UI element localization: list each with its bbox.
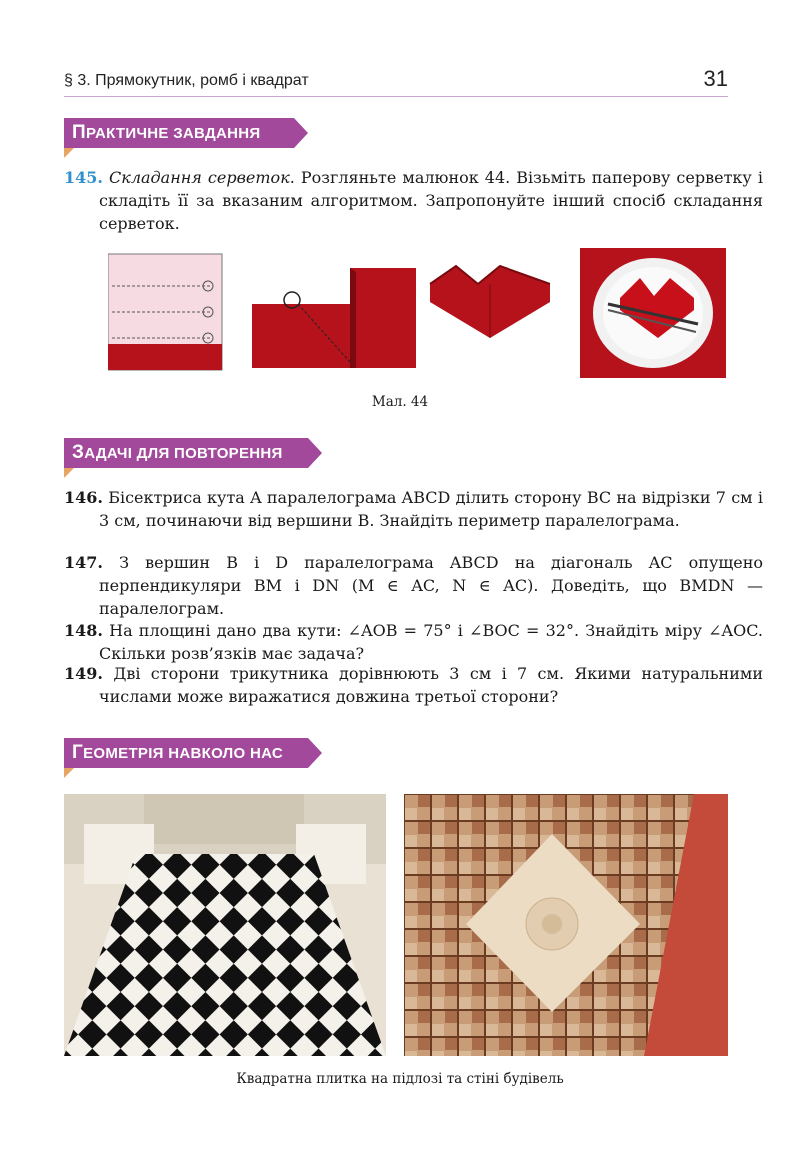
banner-cap-letter: З — [72, 442, 85, 463]
task-text: Бісектриса кута A паралелограма ABCD ділить сторону BC на відрізки 7 см і 3 см, починаючи від вершини B. Знайдіть периметр паралелограма. — [99, 488, 763, 530]
napkin-folding-figure — [108, 246, 728, 382]
task-145 — [64, 166, 763, 235]
practical-task-banner — [64, 118, 294, 148]
napkin-plated-photo — [580, 248, 726, 378]
task-146 — [64, 486, 763, 532]
page-header — [64, 68, 728, 96]
task-number: 146. — [64, 488, 103, 507]
banner-text: ЕОМЕТРІЯ НАВКОЛО НАС — [83, 745, 283, 762]
banner-cap-letter: Г — [72, 742, 84, 763]
header-rule — [64, 96, 728, 97]
photos-caption: Квадратна плитка на підлозі та стіні будівель — [236, 1071, 564, 1087]
page-number: 31 — [703, 66, 728, 91]
review-tasks-banner — [64, 438, 308, 468]
banner-text: АДАЧІ ДЛЯ ПОВТОРЕННЯ — [84, 445, 283, 462]
task-147 — [64, 551, 763, 620]
task-149 — [64, 662, 763, 708]
napkin-step-3 — [430, 266, 550, 338]
task-number: 149. — [64, 664, 103, 683]
wall-tiles-photo — [404, 794, 728, 1056]
task-text: Дві сторони трикутника дорівнюють 3 см і 7 см. Якими натуральними числами може виражатися довжина третьої сторони? — [99, 664, 763, 706]
figure-caption: Мал. 44 — [371, 394, 429, 410]
section-title: § 3. Прямокутник, ромб і квадрат — [64, 72, 309, 89]
checkerboard-floor-photo — [64, 794, 386, 1056]
napkin-step-1 — [108, 254, 222, 370]
task-text: . Розгляньте малюнок 44. Візьміть паперову серветку і складіть її за вказаним алгоритмом. Запропонуйте інший спосіб складання серветок. — [99, 168, 763, 233]
napkin-step-2 — [252, 268, 416, 368]
banner-cap-letter: П — [72, 122, 86, 143]
task-148 — [64, 619, 763, 665]
geometry-around-banner — [64, 738, 308, 768]
task-title: Складання серветок — [109, 168, 290, 187]
task-number: 147. — [64, 553, 103, 572]
task-text: З вершин B і D паралелограма ABCD на діагональ AC опущено перпендикуляри BM і DN (M ∈ AC, N ∈ AC). Доведіть, що BMDN — паралелограм. — [99, 553, 763, 618]
task-number: 148. — [64, 621, 103, 640]
task-number: 145. — [64, 168, 103, 187]
task-text: На площині дано два кути: ∠AOB = 75° і ∠BOC = 32°. Знайдіть міру ∠AOC. Скільки розв’язків має задача? — [99, 621, 763, 663]
banner-text: РАКТИЧНЕ ЗАВДАННЯ — [85, 125, 261, 142]
